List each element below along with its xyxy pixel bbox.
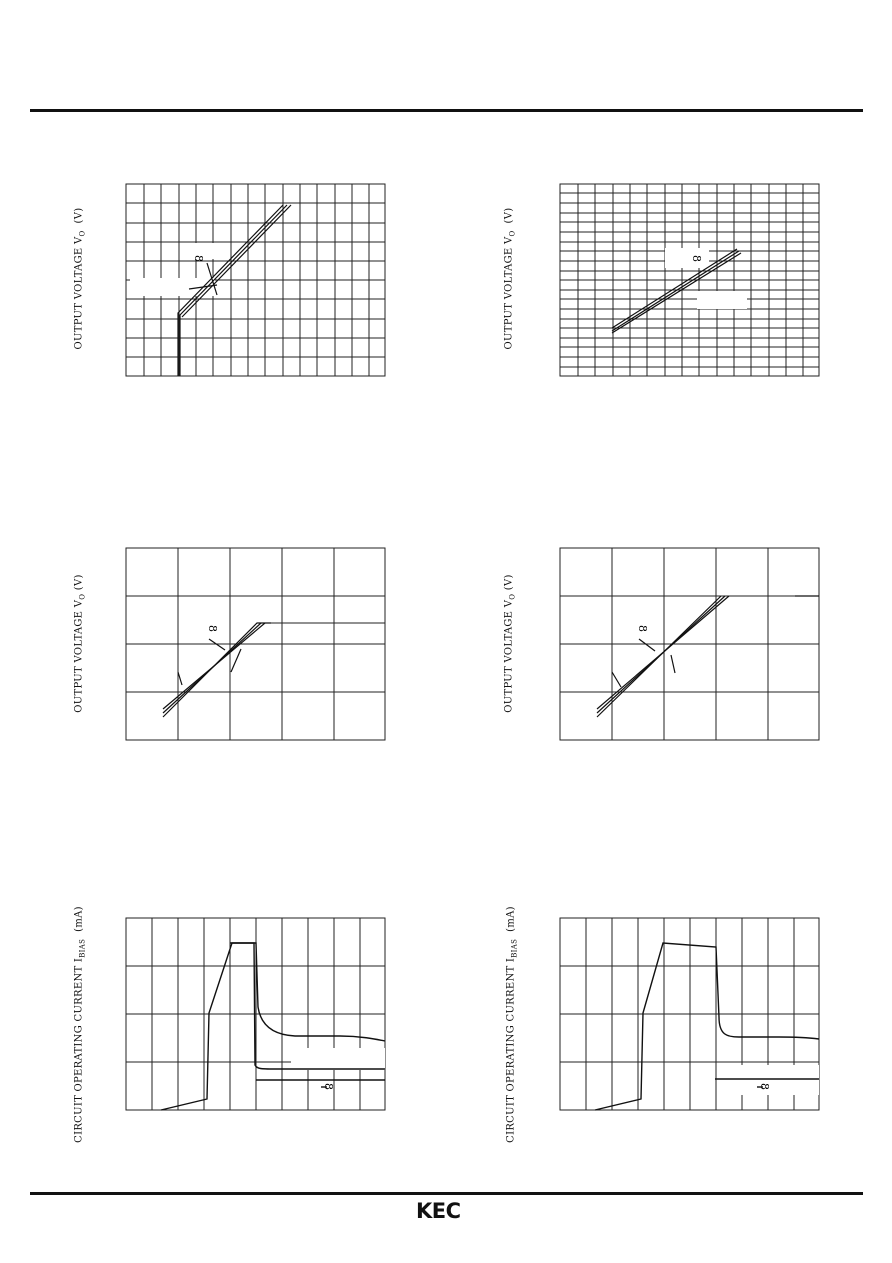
chart3-curves <box>163 623 271 717</box>
chart3-plot <box>125 547 387 742</box>
chart6-label-box <box>717 1065 819 1095</box>
chart1-ylabel: OUTPUT VOLTAGE $V_O$ (V) <box>73 207 87 350</box>
chart1-plot <box>125 183 387 378</box>
chart4-curves <box>597 596 819 717</box>
chart5-curves <box>161 943 385 1110</box>
chart5-label-box <box>291 1048 385 1070</box>
chart5-marker: 8 <box>322 1083 335 1090</box>
chart4-marker: 8 <box>636 625 649 632</box>
chart2-ylabel: OUTPUT VOLTAGE $V_O$ (V) <box>503 207 517 350</box>
chart6-marker: 8 <box>758 1083 771 1090</box>
chart1-label-box-2 <box>185 243 229 259</box>
chart3-marker: 8 <box>206 625 219 632</box>
chart4-plot <box>559 547 821 742</box>
chart6-plot <box>559 917 821 1112</box>
kec-logo: KEC <box>416 1199 461 1223</box>
chart3-ylabel: OUTPUT VOLTAGE $V_O$ (V) <box>73 574 87 713</box>
chart2-grid <box>560 184 819 376</box>
chart4-ylabel: OUTPUT VOLTAGE $V_O$ (V) <box>503 574 517 713</box>
header-rule <box>30 109 863 112</box>
chart1-marker: 8 <box>192 255 205 262</box>
chart2-label-box-2 <box>697 291 747 309</box>
chart2-plot <box>559 183 821 378</box>
chart6-ylabel: CIRCUIT OPERATING CURRENT $I_{BIAS}$ (mA) <box>505 906 519 1143</box>
chart2-marker: 8 <box>690 255 703 262</box>
chart5-plot <box>125 917 387 1112</box>
chart5-ylabel: CIRCUIT OPERATING CURRENT $I_{BIAS}$ (mA) <box>73 906 87 1143</box>
footer-rule <box>30 1192 863 1195</box>
